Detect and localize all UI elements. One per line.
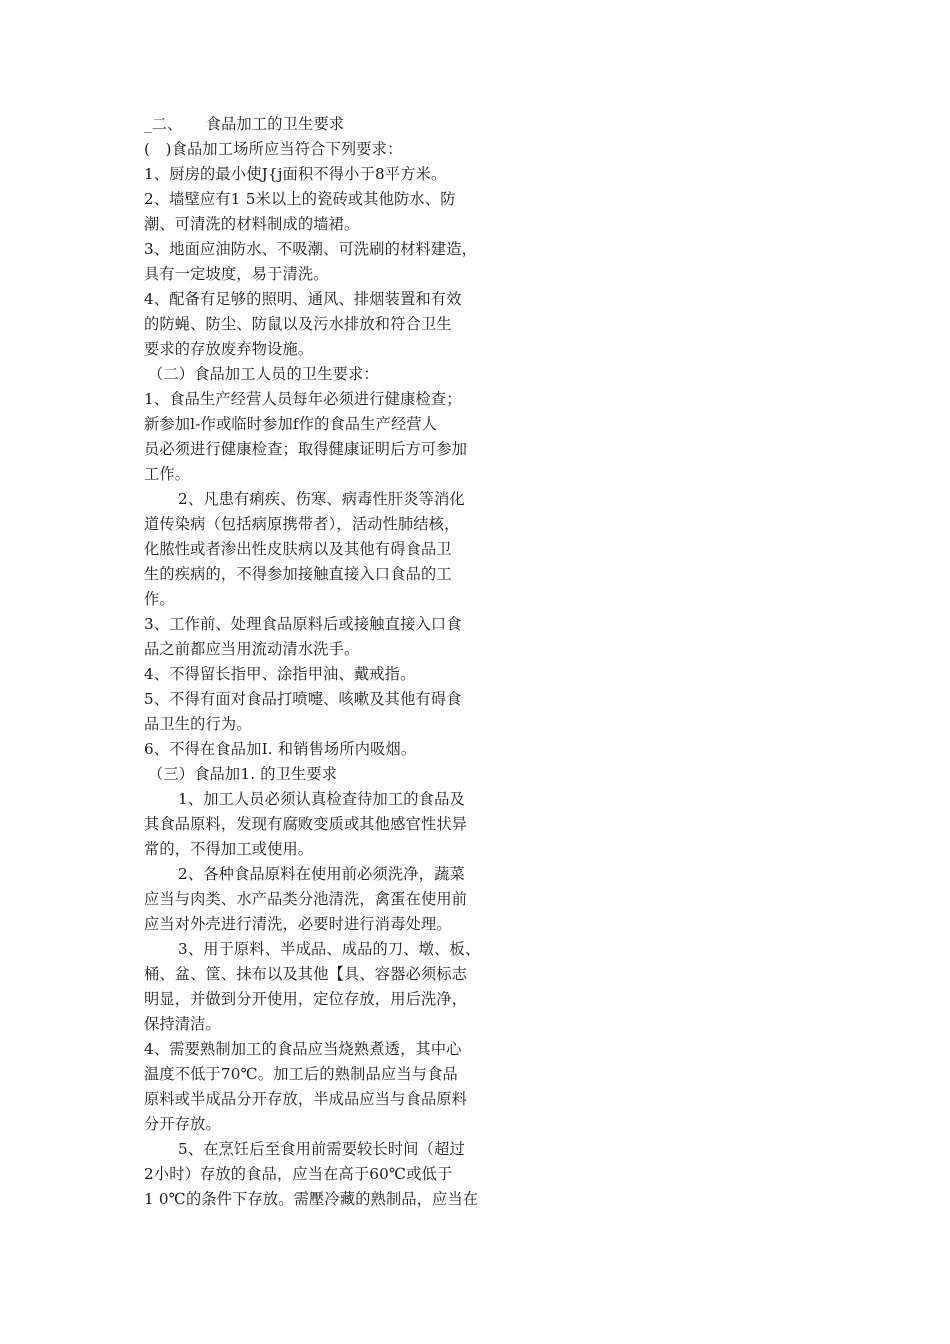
text-line: 3、用于原料、半成品、成品的刀、墩、板、 bbox=[178, 940, 481, 958]
text-line: 员必须进行健康检查；取得健康证明后方可参加 bbox=[144, 440, 468, 458]
text-line: 1、厨房的最小使J{j面积不得小于8平方米。 bbox=[144, 165, 447, 183]
text-line: 作。 bbox=[144, 590, 175, 608]
text-line: 品卫生的行为。 bbox=[144, 715, 252, 733]
text-line: 3、地面应油防水、不吸潮、可洗刷的材料建造， bbox=[144, 240, 478, 258]
text-line: 6、不得在食品加I. 和销售场所内吸烟。 bbox=[144, 740, 417, 758]
text-line: 5、在烹饪后至食用前需要较长时间（超过 bbox=[178, 1140, 465, 1158]
text-line: 道传染病（包括病原携带者），活动性肺结核， bbox=[144, 515, 460, 533]
text-line: 分开存放。 bbox=[144, 1115, 221, 1133]
text-line: 具有一定坡度，易于清洗。 bbox=[144, 265, 329, 283]
text-line: 1、食品生产经营人员每年必须进行健康检查； bbox=[144, 390, 462, 408]
text-line: 4、需要熟制加工的食品应当烧熟煮透，其中心 bbox=[144, 1040, 462, 1058]
text-line: 要求的存放废弃物设施。 bbox=[144, 340, 314, 358]
text-line: 4、配备有足够的照明、通风、排烟装置和有效 bbox=[144, 290, 462, 308]
subsection-heading: （三）食品加1. 的卫生要求 bbox=[148, 765, 338, 783]
text-line: 的防蝇、防尘、防鼠以及污水排放和符合卫生 bbox=[144, 315, 452, 333]
text-line: 应当对外壳进行清洗，必要时进行消毒处理。 bbox=[144, 915, 452, 933]
text-line: 桶、盆、筐、抹布以及其他【具、容器必须标志 bbox=[144, 965, 468, 983]
text-line: 4、不得留长指甲、涂指甲油、戴戒指。 bbox=[144, 665, 416, 683]
text-line: 3、工作前、处理食品原料后或接触直接入口食 bbox=[144, 615, 462, 633]
text-line: 工作。 bbox=[144, 465, 191, 483]
text-line: 2、各种食品原料在使用前必须洗净，蔬菜 bbox=[178, 865, 465, 883]
text-line: 潮、可清洗的材料制成的墙裙。 bbox=[144, 215, 360, 233]
text-line: 明显，并做到分开使用，定位存放，用后洗净， bbox=[144, 990, 468, 1008]
text-line: 2、墙壁应有1 5米以上的瓷砖或其他防水、防 bbox=[144, 190, 456, 208]
text-line: 温度不低于70℃。加工后的熟制品应当与食品 bbox=[144, 1065, 458, 1083]
text-line: 5、不得有面对食品打喷嚏、咳嗽及其他有碍食 bbox=[144, 690, 462, 708]
text-line: 2小时）存放的食品，应当在高于60℃或低于 bbox=[144, 1165, 453, 1183]
subsection-heading: ( )食品加工场所应当符合下列要求： bbox=[144, 140, 403, 158]
text-line: 保持清洁。 bbox=[144, 1015, 221, 1033]
text-line: 1 0℃的条件下存放。需壓冷藏的熟制品，应当在 bbox=[144, 1190, 479, 1208]
text-line: 2、凡患有痢疾、伤寒、病毒性肝炎等消化 bbox=[178, 490, 465, 508]
text-line: 应当与肉类、水产品类分池清洗，禽蛋在使用前 bbox=[144, 890, 468, 908]
text-line: 其食品原料，发现有腐败变质或其他感官性状异 bbox=[144, 815, 468, 833]
text-line: 新参加l-作或临时参加f作的食品生产经营人 bbox=[144, 415, 438, 433]
text-line: 生的疾病的，不得参加接触直接入口食品的工 bbox=[144, 565, 452, 583]
text-line: 1、加工人员必须认真检查待加工的食品及 bbox=[178, 790, 465, 808]
text-line: 品之前都应当用流动清水洗手。 bbox=[144, 640, 360, 658]
document-body bbox=[144, 112, 504, 1212]
text-line: 原料或半成品分开存放，半成品应当与食品原料 bbox=[144, 1090, 468, 1108]
section-heading: _二、 食品加工的卫生要求 bbox=[144, 115, 345, 133]
subsection-heading: （二）食品加工人员的卫生要求： bbox=[148, 365, 379, 383]
text-line: 化脓性或者渗出性皮肤病以及其他有碍食品卫 bbox=[144, 540, 452, 558]
text-line: 常的，不得加工或使用。 bbox=[144, 840, 314, 858]
